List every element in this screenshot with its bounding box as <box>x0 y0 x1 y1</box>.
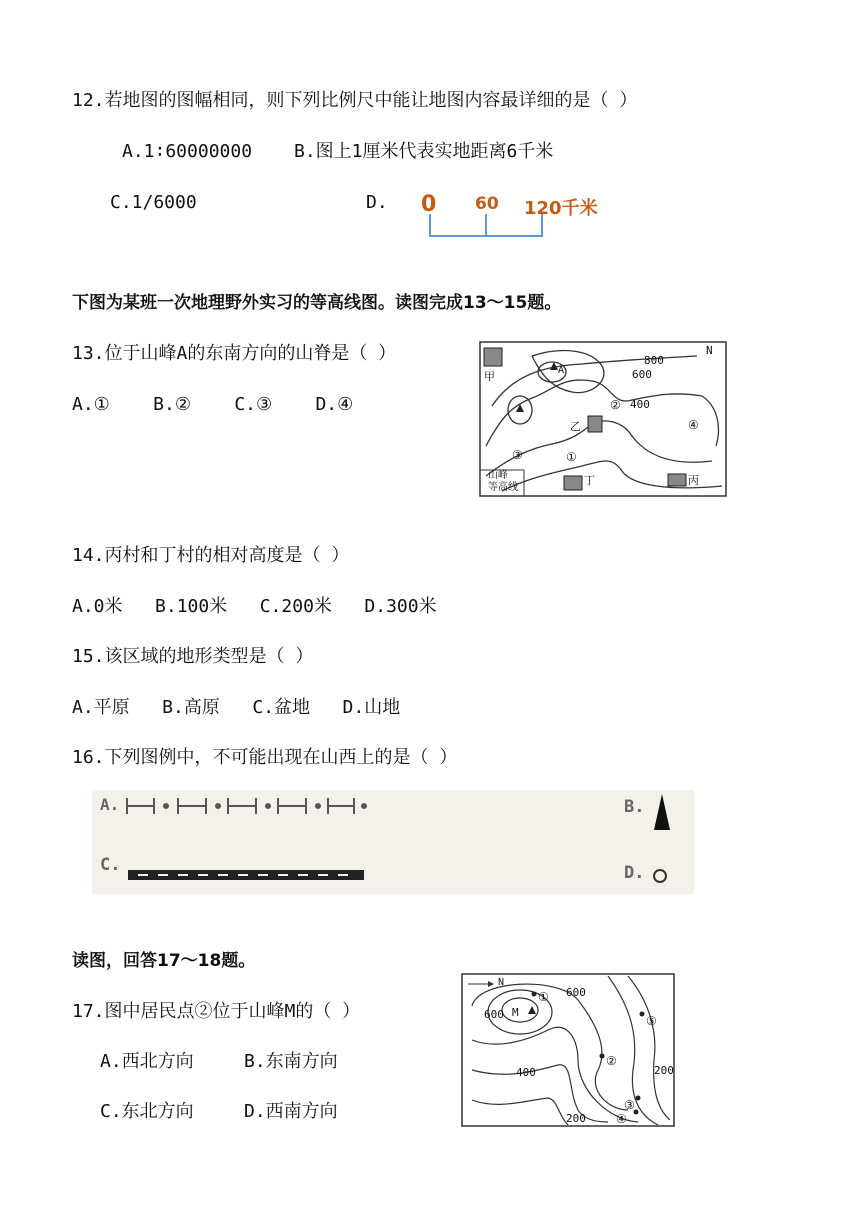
map1-village-ding: 丁 <box>584 474 595 487</box>
map1-contour-400: 400 <box>630 398 650 411</box>
q12-option-c: C.1/6000 <box>110 192 197 213</box>
map1-ridge-2: ② <box>610 398 621 412</box>
q17-option-a: A.西北方向 <box>100 1051 194 1072</box>
q12-option-b: B.图上1厘米代表实地距离6千米 <box>294 141 554 162</box>
map2-point-4: ④ <box>616 1112 627 1126</box>
map2-contour-200-a: 200 <box>566 1112 586 1125</box>
map1-ridge-1: ① <box>566 450 577 464</box>
contour-map-2 <box>458 970 680 1130</box>
q16-legend-figure <box>92 790 694 894</box>
map1-legend-peak: 山峰 <box>488 470 508 481</box>
map1-north-label: N <box>706 344 713 357</box>
q17-option-d: D.西南方向 <box>244 1101 338 1122</box>
map1-ridge-3: ③ <box>512 448 523 462</box>
q14-stem: 14.丙村和丁村的相对高度是（ ） <box>72 545 350 566</box>
map2-point-3: ③ <box>624 1098 635 1112</box>
q12-stem: 12.若地图的图幅相同，则下列比例尺中能让地图内容最详细的是（ ） <box>72 90 638 111</box>
q16-label-c: C. <box>100 855 121 875</box>
mountain-peak-symbol <box>650 792 674 832</box>
map2-contour-200-b: 200 <box>654 1064 674 1077</box>
intro-17-18: 读图，回答17～18题。 <box>72 951 256 971</box>
q17-option-c: C.东北方向 <box>100 1101 194 1122</box>
map2-point-2: ② <box>606 1054 617 1068</box>
map1-ridge-4: ④ <box>688 418 699 432</box>
scale-zero-label: 0 <box>421 192 437 217</box>
map1-peak-a-label: A <box>558 365 565 376</box>
map2-point-5: ⑤ <box>646 1014 657 1028</box>
map1-village-bing: 丙 <box>688 474 699 487</box>
map2-north-label: N <box>498 977 505 988</box>
q13-stem: 13.位于山峰A的东南方向的山脊是（ ） <box>72 343 397 364</box>
q15-stem: 15.该区域的地形类型是（ ） <box>72 646 314 667</box>
q16-label-a: A. <box>100 795 120 814</box>
scale-end-label: 120千米 <box>524 198 598 219</box>
map2-contour-600-b: 600 <box>484 1008 504 1021</box>
contour-map-1 <box>472 336 732 500</box>
map1-village-jia: 甲 <box>484 370 495 383</box>
map1-village-yi: 乙 <box>570 420 581 433</box>
q17-stem: 17.图中居民点②位于山峰M的（ ） <box>72 1001 361 1022</box>
q12-scale-bar <box>418 190 608 240</box>
railway-symbol <box>128 868 364 882</box>
map2-contour-600-a: 600 <box>566 986 586 999</box>
boundary-line-symbol <box>126 794 376 818</box>
q16-label-b: B. <box>624 797 645 817</box>
intro-13-15: 下图为某班一次地理野外实习的等高线图。读图完成13～15题。 <box>72 293 562 313</box>
scale-mid-label: 60 <box>475 194 499 214</box>
q16-label-d: D. <box>624 863 645 883</box>
map1-legend-contour: 等高线 <box>488 482 518 493</box>
q16-stem: 16.下列图例中，不可能出现在山西上的是（ ） <box>72 747 458 768</box>
q13-options: A.① B.② C.③ D.④ <box>72 394 354 415</box>
map1-contour-800: 800 <box>644 354 664 367</box>
map2-contour-400: 400 <box>516 1066 536 1079</box>
map2-peak-m-label: M <box>512 1006 519 1019</box>
q12-option-d: D. <box>366 192 388 213</box>
map2-point-1: ① <box>538 990 549 1004</box>
q15-options: A.平原 B.高原 C.盆地 D.山地 <box>72 697 401 718</box>
q12-option-a: A.1∶60000000 <box>122 141 253 162</box>
q14-options: A.0米 B.100米 C.200米 D.300米 <box>72 596 437 617</box>
map1-contour-600: 600 <box>632 368 652 381</box>
q17-option-b: B.东南方向 <box>244 1051 338 1072</box>
settlement-circle-symbol <box>650 866 670 886</box>
